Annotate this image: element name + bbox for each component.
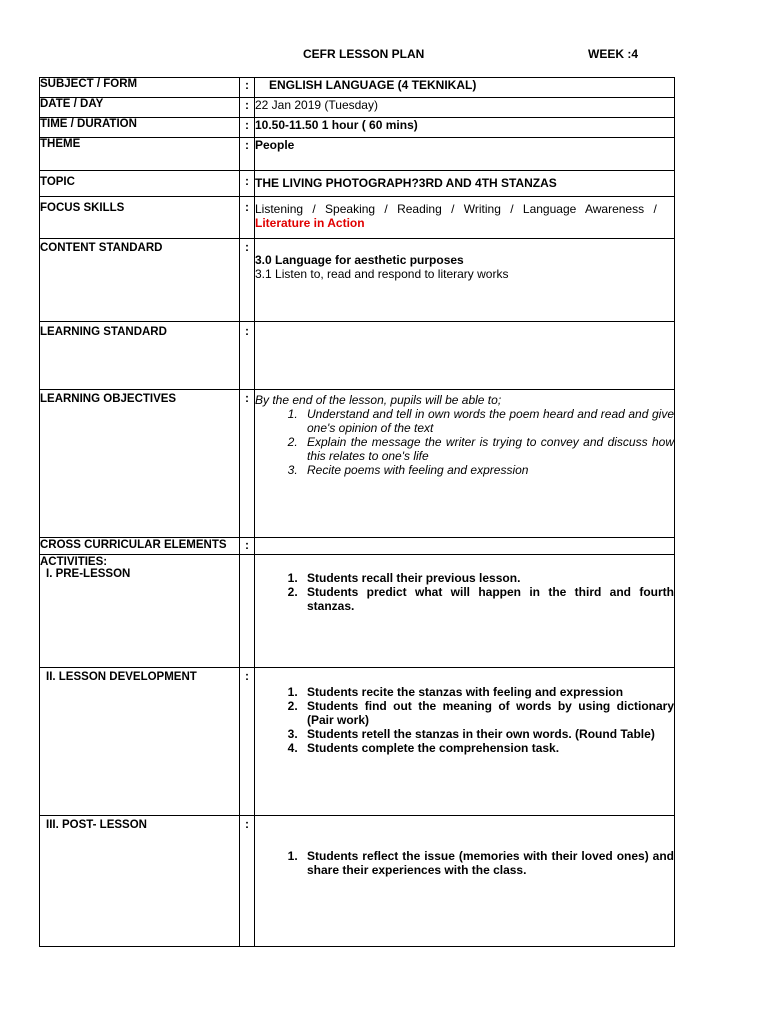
time-label: TIME / DURATION bbox=[40, 118, 240, 138]
date-value: 22 Jan 2019 (Tuesday) bbox=[255, 98, 675, 118]
pre-lesson-list bbox=[255, 571, 674, 613]
development-item bbox=[301, 685, 674, 699]
pre-lesson-item: 2. Students predict what will happen in the third and fourth stanzas. bbox=[301, 585, 674, 613]
development-item-text: Students complete the comprehension task. bbox=[307, 741, 560, 755]
row-learning-standard bbox=[40, 322, 675, 390]
colon: : bbox=[240, 668, 255, 816]
colon: : bbox=[240, 197, 255, 239]
development-value bbox=[255, 668, 675, 816]
post-lesson-item: 1. Students reflect the issue (memories with their loved ones) and share their experiences with the class. bbox=[301, 849, 674, 877]
colon: : bbox=[240, 390, 255, 538]
learning-standard-label: LEARNING STANDARD bbox=[40, 322, 240, 390]
objectives-label: LEARNING OBJECTIVES bbox=[40, 390, 240, 538]
topic-value: THE LIVING PHOTOGRAPH?3RD AND 4TH STANZAS bbox=[255, 171, 675, 197]
colon: : bbox=[240, 538, 255, 555]
learning-standard-value bbox=[255, 322, 675, 390]
row-time bbox=[40, 118, 675, 138]
development-item-strategy: Pair work bbox=[311, 713, 366, 727]
post-lesson-label-cell bbox=[40, 816, 240, 947]
development-item-text: Students recite the stanzas with feeling and expression bbox=[307, 685, 624, 699]
colon: : bbox=[240, 98, 255, 118]
subject-label: SUBJECT / FORM bbox=[40, 78, 240, 98]
row-post-lesson bbox=[40, 816, 675, 947]
objectives-intro: By the end of the lesson, pupils will be able to; bbox=[255, 393, 502, 407]
time-value: 10.50-11.50 1 hour ( 60 mins) bbox=[255, 118, 675, 138]
row-cross-curricular bbox=[40, 538, 675, 555]
row-content bbox=[40, 239, 675, 322]
focus-highlight: Literature in Action bbox=[255, 216, 365, 230]
content-line-2: 3.1 Listen to, read and respond to literary works bbox=[255, 267, 509, 281]
development-item bbox=[301, 699, 674, 727]
development-list bbox=[255, 685, 674, 755]
colon: : bbox=[240, 78, 255, 98]
colon: : bbox=[240, 138, 255, 171]
post-lesson-value bbox=[255, 816, 675, 947]
topic-label: TOPIC bbox=[40, 171, 240, 197]
objective-item: 3. Recite poems with feeling and expression bbox=[301, 463, 674, 477]
row-date bbox=[40, 98, 675, 118]
objectives-list bbox=[255, 407, 674, 477]
colon: : bbox=[240, 322, 255, 390]
content-value bbox=[255, 239, 675, 322]
row-theme bbox=[40, 138, 675, 171]
pre-lesson-label: I. PRE-LESSON bbox=[46, 568, 131, 580]
cross-label: CROSS CURRICULAR ELEMENTS bbox=[40, 538, 240, 555]
colon: : bbox=[240, 171, 255, 197]
colon: : bbox=[240, 816, 255, 947]
focus-label: FOCUS SKILLS bbox=[40, 197, 240, 239]
focus-value bbox=[255, 197, 675, 239]
content-label: CONTENT STANDARD bbox=[40, 239, 240, 322]
row-topic bbox=[40, 171, 675, 197]
date-label: DATE / DAY bbox=[40, 98, 240, 118]
development-item-close: ) bbox=[650, 727, 655, 741]
content-line-1: 3.0 Language for aesthetic purposes bbox=[255, 253, 464, 267]
post-lesson-list bbox=[255, 849, 674, 877]
development-label: II. LESSON DEVELOPMENT bbox=[46, 671, 197, 683]
development-item-text: Students find out the meaning of words by using dictionary ( bbox=[307, 699, 674, 727]
development-item-text: Students retell the stanzas in their own words. ( bbox=[307, 727, 580, 741]
development-item bbox=[301, 727, 674, 741]
lesson-plan-table bbox=[39, 77, 675, 947]
colon: : bbox=[240, 118, 255, 138]
row-subject bbox=[40, 78, 675, 98]
pre-lesson-value bbox=[255, 555, 675, 668]
colon-cell bbox=[240, 555, 255, 668]
development-item-strategy: Round Table bbox=[579, 727, 651, 741]
development-item-close: ) bbox=[365, 713, 370, 727]
page-title: CEFR LESSON PLAN bbox=[303, 47, 425, 61]
row-pre-lesson bbox=[40, 555, 675, 668]
row-lesson-development bbox=[40, 668, 675, 816]
cross-value bbox=[255, 538, 675, 555]
objective-item: 1. Understand and tell in own words the poem heard and read and give one's opinion of the text bbox=[301, 407, 674, 435]
objectives-value bbox=[255, 390, 675, 538]
focus-skills-text: Listening / Speaking / Reading / Writing / Language Awareness / bbox=[255, 202, 657, 216]
pre-lesson-item: 1. Students recall their previous lesson. bbox=[301, 571, 674, 585]
row-focus bbox=[40, 197, 675, 239]
colon: : bbox=[240, 239, 255, 322]
week-label: WEEK :4 bbox=[588, 47, 639, 61]
theme-label: THEME bbox=[40, 138, 240, 171]
objective-item: 2. Explain the message the writer is trying to convey and discuss how this relates to one's life bbox=[301, 435, 674, 463]
pre-lesson-label-cell bbox=[40, 555, 240, 668]
theme-value: People bbox=[255, 138, 675, 171]
development-item bbox=[301, 741, 674, 755]
activities-label: ACTIVITIES: bbox=[40, 556, 108, 568]
row-objectives bbox=[40, 390, 675, 538]
post-lesson-label: III. POST- LESSON bbox=[46, 819, 147, 831]
subject-value: ENGLISH LANGUAGE (4 TEKNIKAL) bbox=[255, 78, 675, 98]
development-label-cell bbox=[40, 668, 240, 816]
